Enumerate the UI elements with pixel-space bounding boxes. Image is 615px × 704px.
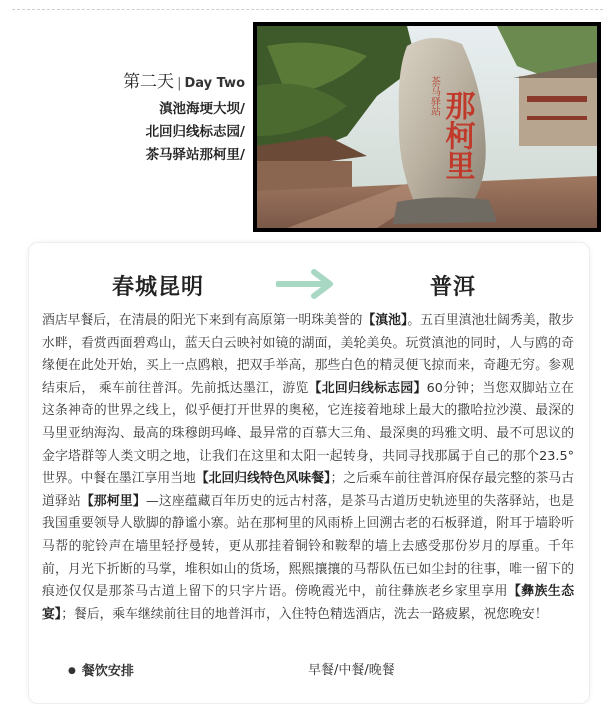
day-title bbox=[5, 68, 245, 98]
highlight-place: 【滇池】 bbox=[362, 313, 408, 328]
bullet-icon: ● bbox=[68, 666, 76, 676]
meal-arrangement bbox=[68, 661, 588, 682]
meal-value: 早餐/中餐/晚餐 bbox=[308, 663, 395, 678]
meal-label: 餐饮安排 bbox=[81, 664, 134, 679]
city-from: 春城昆明 bbox=[112, 275, 205, 300]
day-title-en: Day Two bbox=[184, 76, 245, 91]
itinerary-description bbox=[42, 310, 574, 626]
city-to: 普洱 bbox=[430, 275, 477, 300]
highlight-place: 【北回归线标志园】 bbox=[308, 380, 427, 396]
day-header bbox=[5, 68, 245, 167]
arrow-right-icon bbox=[276, 268, 336, 300]
day-title-cn: 第二天 bbox=[123, 72, 175, 92]
route-stop-2: 北回归线标志园/ bbox=[145, 124, 245, 140]
itinerary-text: ；餐后，乘车继续前往目的地普洱市，入住特色精选酒店，洗去一路疲累，祝您晚安！ bbox=[61, 606, 548, 622]
route-stop-3: 茶马驿站那柯里/ bbox=[145, 147, 245, 163]
highlight-place: 【北回归线特色风味餐】 bbox=[195, 471, 331, 487]
nakeli-stone-photo bbox=[253, 22, 601, 232]
itinerary-text: 酒店早餐后，在清晨的阳光下来到有高原第一明珠美誉的 bbox=[42, 313, 363, 328]
itinerary-text: 。五百里滇池壮阔秀美，散步水畔，看赏西面碧鸡山，蓝天白云映衬如镜的湖面，美轮美奂。玩赏滇池的同时，人与鸥的奇缘便在此处开始，买上一点鸥粮，把双手举高，那些白色的精灵便飞掠而来，奇趣无穷。参观结束后， 乘车前往普洱。先前抵达墨江，游览 bbox=[42, 313, 575, 396]
highlight-place: 【那柯里】 bbox=[80, 493, 146, 509]
itinerary-text: 60分钟；当您双脚站立在这条神奇的世界之线上，似乎便打开世界的奥秘，它连接着地球上最大的撒哈拉沙漠、最深的马里亚纳海沟、最高的珠穆朗玛峰、最异常的百慕大三角、最深奥的玛雅文明、最不可思议的金字塔群等人类文明之地，让我们在这里和太阳一起转身，共同寻找那属于自己的那个23.5°世界。中餐在墨江享用当地 bbox=[42, 380, 574, 487]
stone-small-text: 茶马驿站 bbox=[428, 76, 440, 116]
route-stop-1: 滇池海埂大坝/ bbox=[159, 101, 245, 117]
itinerary-text: ；之后乘车前往普洱府保存最完整的茶马古道驿站 bbox=[42, 471, 575, 509]
stone-big-text: 那柯里 bbox=[439, 90, 475, 180]
itinerary-text: —这座蕴藏百年历史的远古村落，是茶马古道历史轨迹里的失落驿站，也是我国重要领导人歇脚的静谧小寨。站在那柯里的风雨桥上回溯古老的石板驿道，附耳于墙聆听马帮的驼铃声在墙里轻抒曼转，更从那挂着铜铃和鞍犁的墙上去感受那份岁月的厚重。千年前，月光下折断的马掌，堆积如山的货场，熙熙攘攘的马帮队伍已如尘封的往事，唯一留下的痕迹仅仅是那茶马古道上留下的只字片语。傍晚霞光中，前往彝族老乡家里享用 bbox=[42, 493, 575, 600]
nakeli-photo-illustration bbox=[257, 26, 597, 228]
highlight-place: 【彝族生态宴】 bbox=[42, 584, 575, 622]
day-title-separator: | bbox=[177, 76, 182, 91]
top-dashed-divider bbox=[12, 9, 603, 10]
